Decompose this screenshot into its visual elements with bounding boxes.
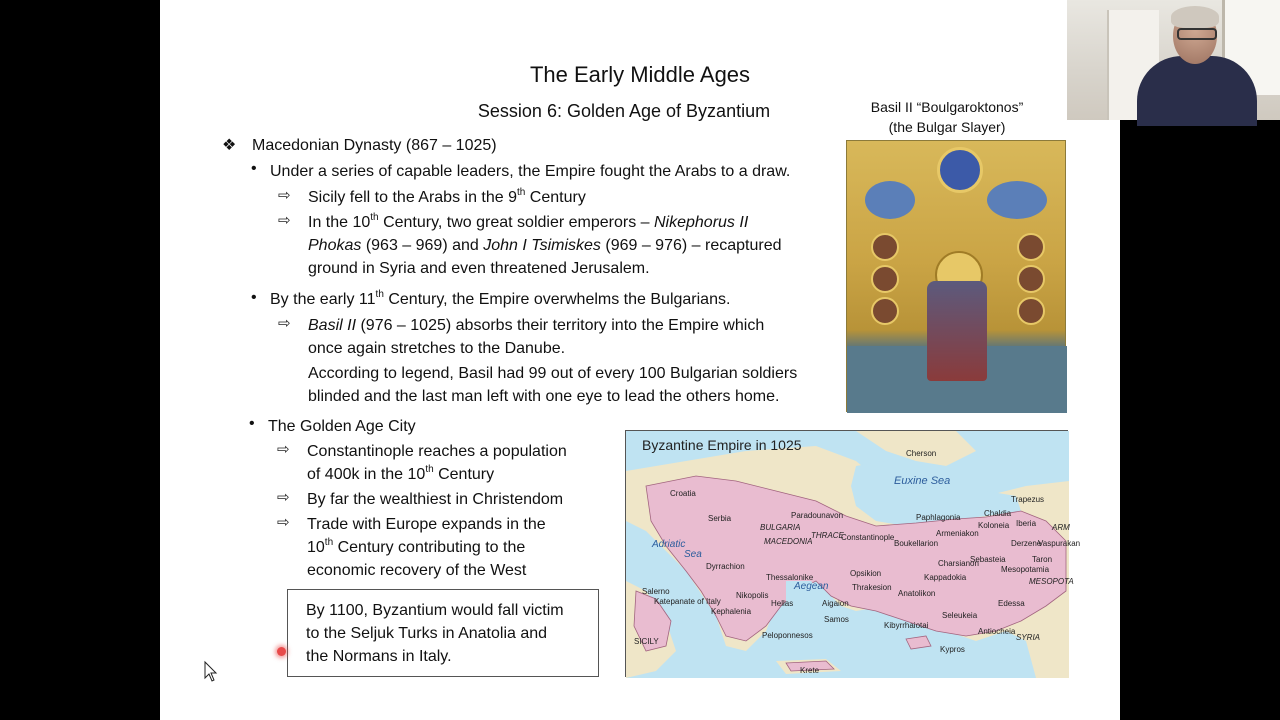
map-title: Byzantine Empire in 1025 bbox=[642, 437, 802, 453]
sub-bullet-basil: Basil II (976 – 1025) absorbs their territory into the Empire which bbox=[308, 317, 765, 334]
sub-bullet-trade-cont2: economic recovery of the West bbox=[307, 562, 527, 579]
macedonian-dynasty-heading: Macedonian Dynasty (867 – 1025) bbox=[252, 137, 497, 154]
callout-box bbox=[287, 589, 599, 677]
sub-bullet-soldier-emperors-cont2: ground in Syria and even threatened Jerusalem. bbox=[308, 260, 650, 277]
sub-bullet-trade-cont: 10th Century contributing to the bbox=[307, 536, 526, 556]
image-caption: Basil II “Boulgaroktonos” (the Bulgar Slayer) bbox=[870, 99, 1024, 135]
bullet-icon: • bbox=[249, 415, 255, 432]
arrow-bullet-icon: ⇨ bbox=[277, 514, 290, 531]
bullet-icon: • bbox=[251, 289, 257, 306]
slide-subtitle: Session 6: Golden Age of Byzantium bbox=[477, 101, 771, 121]
arrow-bullet-icon: ⇨ bbox=[278, 212, 291, 229]
arrow-bullet-icon: ⇨ bbox=[277, 489, 290, 506]
arrow-bullet-icon: ⇨ bbox=[278, 187, 291, 204]
sub-bullet-wealthiest: By far the wealthiest in Christendom bbox=[307, 491, 564, 508]
legend-text-cont: blinded and the last man left with one eye to lead the others home. bbox=[308, 388, 780, 405]
sub-bullet-basil-cont: once again stretches to the Danube. bbox=[308, 340, 566, 357]
callout-line: By 1100, Byzantium would fall victim bbox=[306, 602, 564, 619]
slide bbox=[160, 0, 1120, 720]
sub-bullet-sicily: Sicily fell to the Arabs in the 9th Century bbox=[308, 186, 586, 206]
sub-bullet-soldier-emperors: In the 10th Century, two great soldier emperors – Nikephorus II bbox=[308, 211, 749, 231]
legend-text: According to legend, Basil had 99 out of every 100 Bulgarian soldiers bbox=[308, 365, 798, 382]
bullet-bulgarians: By the early 11th Century, the Empire overwhelms the Bulgarians. bbox=[270, 288, 731, 308]
sub-bullet-population-cont: of 400k in the 10th Century bbox=[307, 463, 495, 483]
arrow-bullet-icon: ⇨ bbox=[277, 441, 290, 458]
mouse-cursor-icon bbox=[204, 661, 218, 683]
presenter-webcam-video bbox=[1067, 0, 1280, 120]
callout-line: the Normans in Italy. bbox=[306, 648, 452, 665]
bullet-icon: • bbox=[251, 160, 257, 177]
diamond-bullet-icon: ❖ bbox=[222, 137, 237, 154]
sub-bullet-trade: Trade with Europe expands in the bbox=[307, 516, 546, 533]
bullet-capable-leaders: Under a series of capable leaders, the Empire fought the Arabs to a draw. bbox=[270, 163, 791, 180]
basil-ii-icon-painting bbox=[846, 140, 1066, 412]
laser-pointer-dot bbox=[277, 647, 286, 656]
arrow-bullet-icon: ⇨ bbox=[278, 315, 291, 332]
sub-bullet-soldier-emperors-cont: Phokas (963 – 969) and John I Tsimiskes (969 – 976) – recaptured bbox=[308, 237, 782, 254]
callout-line: to the Seljuk Turks in Anatolia and bbox=[306, 625, 548, 642]
slide-title: The Early Middle Ages bbox=[529, 62, 751, 87]
bullet-golden-age-city: The Golden Age City bbox=[268, 418, 416, 435]
sub-bullet-population: Constantinople reaches a population bbox=[307, 443, 567, 460]
byzantine-empire-map: Byzantine Empire in 1025 Cherson Euxine Sea Croatia Serbia Paradounavon BULGARIA Adriatic Sea MACEDONIA Constantinople THRACE Paphlagonia Chaldia Koloneia Armeniakon Boukellarion Charsianon Sebasteia Opsikion Kappadokia Anatolikon Thrakesion Dyrrachion Thessalonike Nikopolis Hellas Kephalenia Peloponnesos Aigaion Samos Aegean SICILY Salerno Katepanate of Italy Kibyrrhaiotai Seleukeia Antiocheia SYRIA Kypros Krete Mesopotamia Iberia Taron Vaspurakan Edessa Derzene ARM MESOPOTA Trapezus bbox=[625, 430, 1068, 677]
